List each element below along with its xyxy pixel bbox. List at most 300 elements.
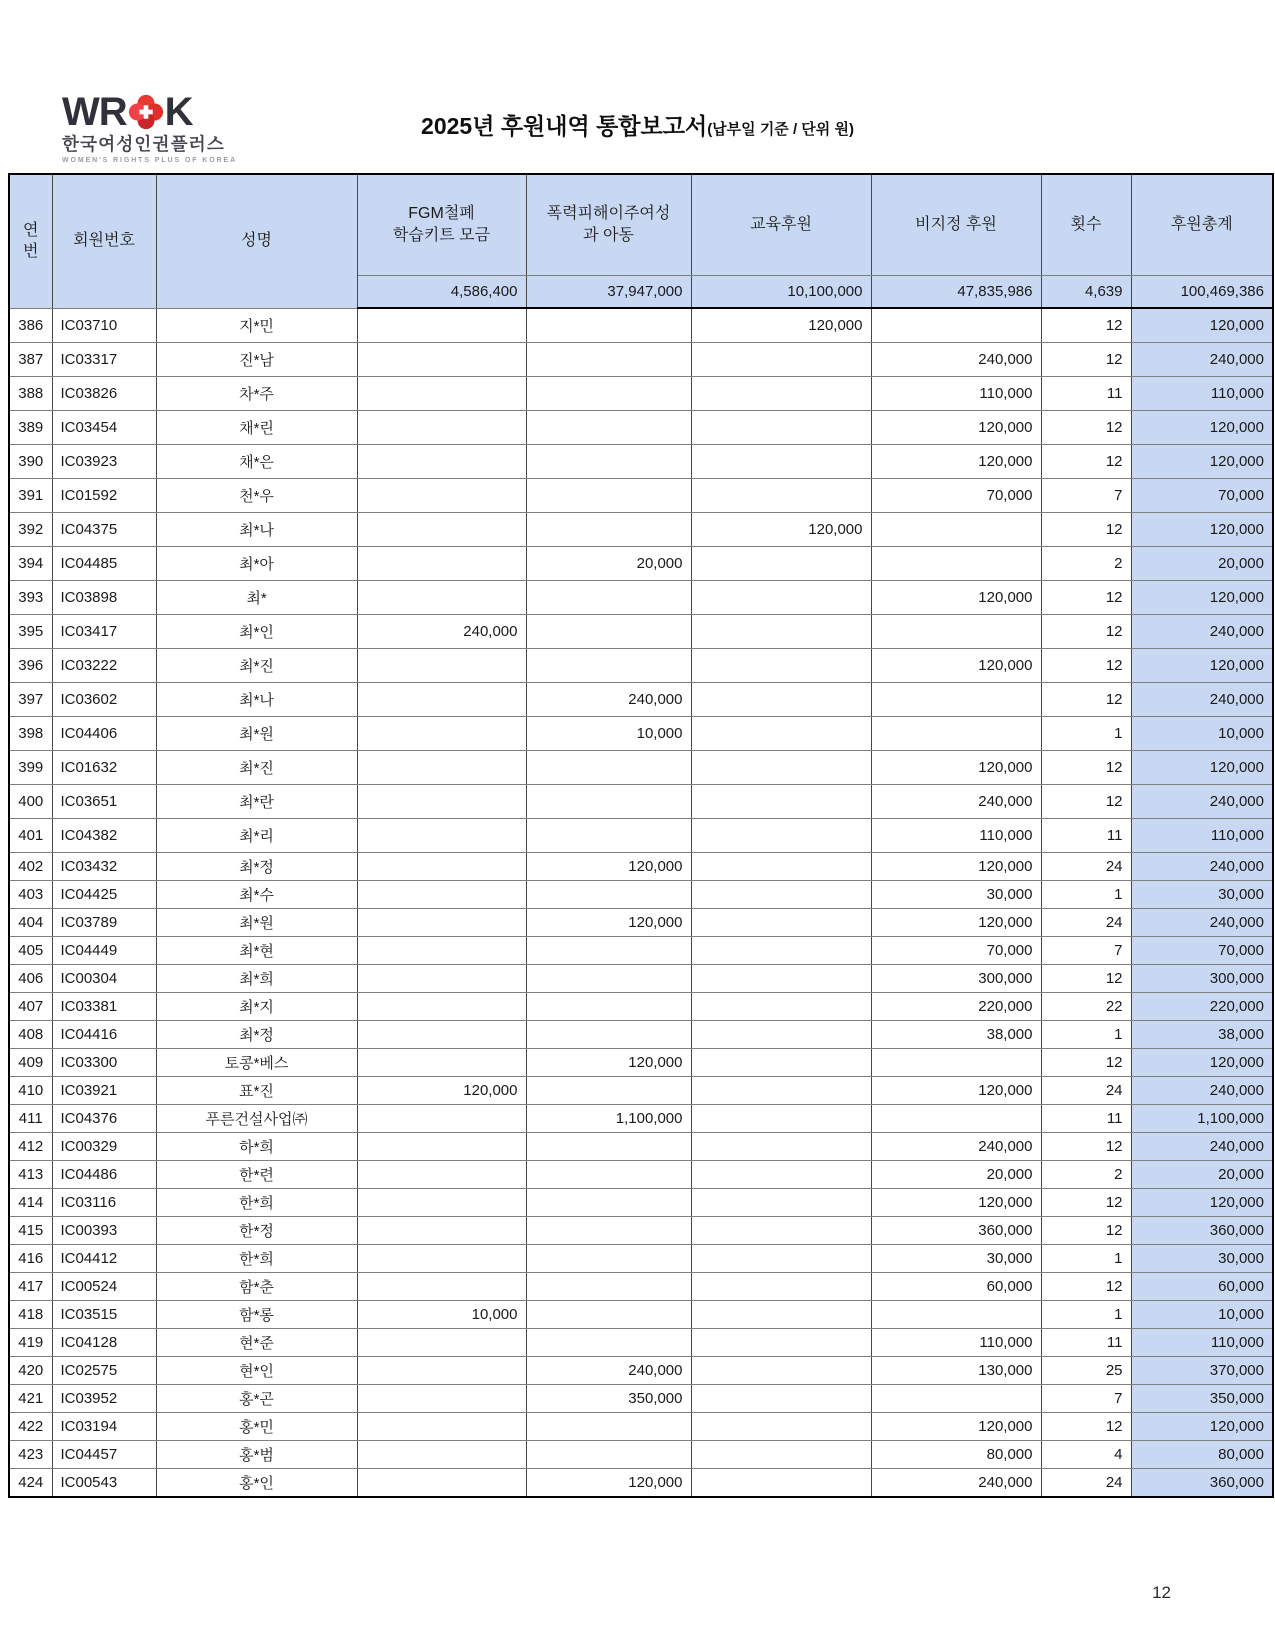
- row-number-cell: 403: [9, 881, 52, 909]
- count-cell: 2: [1041, 547, 1131, 581]
- column-header: 횟수: [1041, 174, 1131, 276]
- undesignated-amount-cell: [871, 683, 1041, 717]
- column-header: 교육후원: [691, 174, 871, 276]
- count-cell: 24: [1041, 1469, 1131, 1498]
- fgm-amount-cell: [357, 581, 526, 615]
- row-number-cell: 409: [9, 1049, 52, 1077]
- fgm-amount-cell: [357, 683, 526, 717]
- row-number-cell: 395: [9, 615, 52, 649]
- education-support-amount-cell: [691, 479, 871, 513]
- member-name-cell: 최*리: [156, 819, 357, 853]
- undesignated-amount-cell: 120,000: [871, 1189, 1041, 1217]
- fgm-amount-cell: [357, 1385, 526, 1413]
- count-cell: 22: [1041, 993, 1131, 1021]
- subtotal-cell: 10,100,000: [691, 276, 871, 309]
- count-cell: 11: [1041, 1105, 1131, 1133]
- logo-wordmark-prefix: WR: [62, 90, 127, 134]
- member-id-cell: IC00329: [52, 1133, 156, 1161]
- table-row: [9, 1217, 1273, 1245]
- member-name-cell: 최*현: [156, 937, 357, 965]
- member-name-cell: 최*나: [156, 683, 357, 717]
- total-amount-cell: 240,000: [1131, 683, 1273, 717]
- row-number-cell: 418: [9, 1301, 52, 1329]
- row-number-cell: 416: [9, 1245, 52, 1273]
- page-title-main: 2025년 후원내역 통합보고서: [421, 113, 708, 139]
- undesignated-amount-cell: 120,000: [871, 581, 1041, 615]
- page-number: 12: [1152, 1583, 1171, 1602]
- member-id-cell: IC04425: [52, 881, 156, 909]
- total-amount-cell: 70,000: [1131, 479, 1273, 513]
- violence-support-amount-cell: [526, 1189, 691, 1217]
- undesignated-amount-cell: 30,000: [871, 881, 1041, 909]
- violence-support-amount-cell: 240,000: [526, 1357, 691, 1385]
- member-id-cell: IC03194: [52, 1413, 156, 1441]
- education-support-amount-cell: 120,000: [691, 513, 871, 547]
- row-number-cell: 417: [9, 1273, 52, 1301]
- column-header: 비지정 후원: [871, 174, 1041, 276]
- member-name-cell: 최*정: [156, 853, 357, 881]
- row-number-cell: 387: [9, 343, 52, 377]
- row-number-cell: 401: [9, 819, 52, 853]
- count-cell: 12: [1041, 615, 1131, 649]
- education-support-amount-cell: [691, 343, 871, 377]
- member-name-cell: 한*련: [156, 1161, 357, 1189]
- count-cell: 11: [1041, 1329, 1131, 1357]
- member-name-cell: 채*린: [156, 411, 357, 445]
- count-cell: 12: [1041, 751, 1131, 785]
- count-cell: 25: [1041, 1357, 1131, 1385]
- row-number-cell: 390: [9, 445, 52, 479]
- table-row: [9, 411, 1273, 445]
- member-id-cell: IC03602: [52, 683, 156, 717]
- undesignated-amount-cell: 120,000: [871, 853, 1041, 881]
- row-number-cell: 411: [9, 1105, 52, 1133]
- undesignated-amount-cell: [871, 1385, 1041, 1413]
- undesignated-amount-cell: 120,000: [871, 411, 1041, 445]
- undesignated-amount-cell: 110,000: [871, 819, 1041, 853]
- fgm-amount-cell: [357, 513, 526, 547]
- education-support-amount-cell: [691, 1105, 871, 1133]
- undesignated-amount-cell: 360,000: [871, 1217, 1041, 1245]
- total-amount-cell: 120,000: [1131, 1413, 1273, 1441]
- table-row: [9, 965, 1273, 993]
- count-cell: 12: [1041, 683, 1131, 717]
- count-cell: 24: [1041, 909, 1131, 937]
- table-row: [9, 1049, 1273, 1077]
- fgm-amount-cell: [357, 751, 526, 785]
- member-name-cell: 토콩*베스: [156, 1049, 357, 1077]
- violence-support-amount-cell: [526, 1161, 691, 1189]
- member-name-cell: 최*수: [156, 881, 357, 909]
- count-cell: 1: [1041, 881, 1131, 909]
- undesignated-amount-cell: [871, 1105, 1041, 1133]
- violence-support-amount-cell: [526, 479, 691, 513]
- violence-support-amount-cell: [526, 377, 691, 411]
- total-amount-cell: 30,000: [1131, 1245, 1273, 1273]
- education-support-amount-cell: [691, 909, 871, 937]
- table-row: [9, 1357, 1273, 1385]
- member-id-cell: IC03300: [52, 1049, 156, 1077]
- table-row: [9, 937, 1273, 965]
- table-row: [9, 1077, 1273, 1105]
- table-row: [9, 513, 1273, 547]
- count-cell: 12: [1041, 785, 1131, 819]
- table-row: [9, 1161, 1273, 1189]
- column-header: 연번: [9, 174, 52, 308]
- undesignated-amount-cell: [871, 1049, 1041, 1077]
- violence-support-amount-cell: [526, 1245, 691, 1273]
- education-support-amount-cell: [691, 615, 871, 649]
- member-name-cell: 최*정: [156, 1021, 357, 1049]
- fgm-amount-cell: [357, 819, 526, 853]
- member-id-cell: IC04376: [52, 1105, 156, 1133]
- member-name-cell: 채*은: [156, 445, 357, 479]
- undesignated-amount-cell: 240,000: [871, 785, 1041, 819]
- table-row: [9, 853, 1273, 881]
- education-support-amount-cell: [691, 1077, 871, 1105]
- education-support-amount-cell: [691, 1301, 871, 1329]
- donation-table: [8, 173, 1274, 1498]
- count-cell: 7: [1041, 1385, 1131, 1413]
- row-number-cell: 396: [9, 649, 52, 683]
- member-id-cell: IC04416: [52, 1021, 156, 1049]
- member-id-cell: IC04128: [52, 1329, 156, 1357]
- education-support-amount-cell: [691, 377, 871, 411]
- count-cell: 12: [1041, 1217, 1131, 1245]
- logo-english-name: WOMEN'S RIGHTS PLUS OF KOREA: [62, 157, 238, 165]
- member-name-cell: 홍*곤: [156, 1385, 357, 1413]
- total-amount-cell: 240,000: [1131, 909, 1273, 937]
- total-amount-cell: 20,000: [1131, 547, 1273, 581]
- undesignated-amount-cell: 38,000: [871, 1021, 1041, 1049]
- table-row: [9, 1245, 1273, 1273]
- total-amount-cell: 120,000: [1131, 308, 1273, 343]
- row-number-cell: 424: [9, 1469, 52, 1498]
- table-row: [9, 1301, 1273, 1329]
- member-id-cell: IC03432: [52, 853, 156, 881]
- fgm-amount-cell: [357, 377, 526, 411]
- undesignated-amount-cell: 120,000: [871, 649, 1041, 683]
- education-support-amount-cell: [691, 965, 871, 993]
- row-number-cell: 407: [9, 993, 52, 1021]
- violence-support-amount-cell: [526, 1273, 691, 1301]
- table-row: [9, 547, 1273, 581]
- total-amount-cell: 360,000: [1131, 1217, 1273, 1245]
- table-row: [9, 1385, 1273, 1413]
- member-name-cell: 현*인: [156, 1357, 357, 1385]
- violence-support-amount-cell: 20,000: [526, 547, 691, 581]
- member-id-cell: IC02575: [52, 1357, 156, 1385]
- subtotal-cell: 47,835,986: [871, 276, 1041, 309]
- total-amount-cell: 10,000: [1131, 1301, 1273, 1329]
- member-name-cell: 홍*인: [156, 1469, 357, 1498]
- violence-support-amount-cell: 240,000: [526, 683, 691, 717]
- total-amount-cell: 120,000: [1131, 581, 1273, 615]
- fgm-amount-cell: [357, 1105, 526, 1133]
- total-amount-cell: 110,000: [1131, 1329, 1273, 1357]
- fgm-amount-cell: [357, 1469, 526, 1498]
- violence-support-amount-cell: [526, 785, 691, 819]
- education-support-amount-cell: [691, 1413, 871, 1441]
- member-name-cell: 한*희: [156, 1245, 357, 1273]
- education-support-amount-cell: [691, 1245, 871, 1273]
- education-support-amount-cell: [691, 1441, 871, 1469]
- logo-wordmark-suffix: K: [164, 90, 193, 134]
- row-number-cell: 400: [9, 785, 52, 819]
- undesignated-amount-cell: 70,000: [871, 479, 1041, 513]
- violence-support-amount-cell: 120,000: [526, 853, 691, 881]
- count-cell: 1: [1041, 717, 1131, 751]
- count-cell: 11: [1041, 819, 1131, 853]
- fgm-amount-cell: [357, 717, 526, 751]
- row-number-cell: 397: [9, 683, 52, 717]
- count-cell: 24: [1041, 1077, 1131, 1105]
- member-id-cell: IC03317: [52, 343, 156, 377]
- fgm-amount-cell: [357, 411, 526, 445]
- row-number-cell: 389: [9, 411, 52, 445]
- education-support-amount-cell: [691, 1357, 871, 1385]
- row-number-cell: 422: [9, 1413, 52, 1441]
- total-amount-cell: 120,000: [1131, 751, 1273, 785]
- member-name-cell: 차*주: [156, 377, 357, 411]
- member-id-cell: IC03454: [52, 411, 156, 445]
- row-number-cell: 399: [9, 751, 52, 785]
- member-name-cell: 최*지: [156, 993, 357, 1021]
- education-support-amount-cell: [691, 751, 871, 785]
- fgm-amount-cell: [357, 1245, 526, 1273]
- count-cell: 12: [1041, 1413, 1131, 1441]
- count-cell: 1: [1041, 1021, 1131, 1049]
- education-support-amount-cell: [691, 649, 871, 683]
- total-amount-cell: 240,000: [1131, 785, 1273, 819]
- logo-korean-name: 한국여성인권플러스: [62, 134, 225, 154]
- total-amount-cell: 120,000: [1131, 411, 1273, 445]
- undesignated-amount-cell: 80,000: [871, 1441, 1041, 1469]
- member-id-cell: IC03923: [52, 445, 156, 479]
- row-number-cell: 415: [9, 1217, 52, 1245]
- table-row: [9, 479, 1273, 513]
- total-amount-cell: 240,000: [1131, 343, 1273, 377]
- fgm-amount-cell: [357, 1413, 526, 1441]
- education-support-amount-cell: [691, 581, 871, 615]
- count-cell: 12: [1041, 308, 1131, 343]
- row-number-cell: 394: [9, 547, 52, 581]
- education-support-amount-cell: [691, 1273, 871, 1301]
- donation-table-body: [9, 308, 1273, 1497]
- education-support-amount-cell: [691, 1469, 871, 1498]
- row-number-cell: 392: [9, 513, 52, 547]
- total-amount-cell: 10,000: [1131, 717, 1273, 751]
- member-id-cell: IC03651: [52, 785, 156, 819]
- row-number-cell: 414: [9, 1189, 52, 1217]
- education-support-amount-cell: [691, 1133, 871, 1161]
- table-row: [9, 909, 1273, 937]
- table-row: [9, 1105, 1273, 1133]
- total-amount-cell: 120,000: [1131, 1049, 1273, 1077]
- row-number-cell: 423: [9, 1441, 52, 1469]
- fgm-amount-cell: [357, 1357, 526, 1385]
- row-number-cell: 393: [9, 581, 52, 615]
- undesignated-amount-cell: [871, 615, 1041, 649]
- member-name-cell: 최*란: [156, 785, 357, 819]
- row-number-cell: 408: [9, 1021, 52, 1049]
- fgm-amount-cell: [357, 308, 526, 343]
- undesignated-amount-cell: [871, 547, 1041, 581]
- row-number-cell: 420: [9, 1357, 52, 1385]
- fgm-amount-cell: [357, 547, 526, 581]
- fgm-amount-cell: [357, 1217, 526, 1245]
- total-amount-cell: 370,000: [1131, 1357, 1273, 1385]
- total-amount-cell: 360,000: [1131, 1469, 1273, 1498]
- member-id-cell: IC00393: [52, 1217, 156, 1245]
- total-amount-cell: 38,000: [1131, 1021, 1273, 1049]
- education-support-amount-cell: [691, 1049, 871, 1077]
- count-cell: 12: [1041, 581, 1131, 615]
- member-name-cell: 한*희: [156, 1189, 357, 1217]
- donation-table-header: [9, 174, 1273, 308]
- violence-support-amount-cell: 1,100,000: [526, 1105, 691, 1133]
- violence-support-amount-cell: [526, 965, 691, 993]
- violence-support-amount-cell: [526, 649, 691, 683]
- education-support-amount-cell: [691, 411, 871, 445]
- undesignated-amount-cell: 30,000: [871, 1245, 1041, 1273]
- undesignated-amount-cell: 120,000: [871, 1077, 1041, 1105]
- fgm-amount-cell: [357, 1441, 526, 1469]
- row-number-cell: 419: [9, 1329, 52, 1357]
- education-support-amount-cell: [691, 547, 871, 581]
- row-number-cell: 406: [9, 965, 52, 993]
- undesignated-amount-cell: 120,000: [871, 751, 1041, 785]
- member-name-cell: 표*진: [156, 1077, 357, 1105]
- violence-support-amount-cell: 10,000: [526, 717, 691, 751]
- count-cell: 11: [1041, 377, 1131, 411]
- member-name-cell: 지*민: [156, 308, 357, 343]
- undesignated-amount-cell: 20,000: [871, 1161, 1041, 1189]
- education-support-amount-cell: 120,000: [691, 308, 871, 343]
- violence-support-amount-cell: [526, 1413, 691, 1441]
- count-cell: 12: [1041, 1189, 1131, 1217]
- fgm-amount-cell: [357, 1161, 526, 1189]
- fgm-amount-cell: [357, 937, 526, 965]
- violence-support-amount-cell: [526, 1077, 691, 1105]
- count-cell: 12: [1041, 1133, 1131, 1161]
- row-number-cell: 413: [9, 1161, 52, 1189]
- fgm-amount-cell: 10,000: [357, 1301, 526, 1329]
- member-id-cell: IC04486: [52, 1161, 156, 1189]
- table-row: [9, 1133, 1273, 1161]
- violence-support-amount-cell: 120,000: [526, 909, 691, 937]
- count-cell: 12: [1041, 649, 1131, 683]
- total-amount-cell: 80,000: [1131, 1441, 1273, 1469]
- member-id-cell: IC03789: [52, 909, 156, 937]
- education-support-amount-cell: [691, 1021, 871, 1049]
- fgm-amount-cell: [357, 965, 526, 993]
- violence-support-amount-cell: [526, 1217, 691, 1245]
- count-cell: 24: [1041, 853, 1131, 881]
- fgm-amount-cell: [357, 909, 526, 937]
- undesignated-amount-cell: 120,000: [871, 1413, 1041, 1441]
- member-id-cell: IC03921: [52, 1077, 156, 1105]
- fgm-amount-cell: [357, 1189, 526, 1217]
- member-name-cell: 홍*민: [156, 1413, 357, 1441]
- member-id-cell: IC03710: [52, 308, 156, 343]
- fgm-amount-cell: 240,000: [357, 615, 526, 649]
- education-support-amount-cell: [691, 785, 871, 819]
- column-header: 폭력피해이주여성 과 아동: [526, 174, 691, 276]
- violence-support-amount-cell: [526, 819, 691, 853]
- count-cell: 12: [1041, 445, 1131, 479]
- education-support-amount-cell: [691, 1385, 871, 1413]
- fgm-amount-cell: [357, 445, 526, 479]
- member-name-cell: 함*롱: [156, 1301, 357, 1329]
- undesignated-amount-cell: 120,000: [871, 445, 1041, 479]
- undesignated-amount-cell: 120,000: [871, 909, 1041, 937]
- total-amount-cell: 120,000: [1131, 513, 1273, 547]
- violence-support-amount-cell: [526, 513, 691, 547]
- header-label-row: [9, 174, 1273, 276]
- member-id-cell: IC00304: [52, 965, 156, 993]
- fgm-amount-cell: [357, 881, 526, 909]
- count-cell: 7: [1041, 937, 1131, 965]
- subtotal-cell: 4,639: [1041, 276, 1131, 309]
- member-id-cell: IC03515: [52, 1301, 156, 1329]
- table-row: [9, 683, 1273, 717]
- column-header: 성명: [156, 174, 357, 308]
- member-name-cell: 현*준: [156, 1329, 357, 1357]
- count-cell: 7: [1041, 479, 1131, 513]
- total-amount-cell: 120,000: [1131, 445, 1273, 479]
- education-support-amount-cell: [691, 1329, 871, 1357]
- table-row: [9, 1189, 1273, 1217]
- total-amount-cell: 240,000: [1131, 615, 1273, 649]
- violence-support-amount-cell: [526, 937, 691, 965]
- undesignated-amount-cell: [871, 308, 1041, 343]
- violence-support-amount-cell: [526, 881, 691, 909]
- education-support-amount-cell: [691, 993, 871, 1021]
- table-row: [9, 1413, 1273, 1441]
- member-id-cell: IC03826: [52, 377, 156, 411]
- education-support-amount-cell: [691, 853, 871, 881]
- education-support-amount-cell: [691, 445, 871, 479]
- undesignated-amount-cell: 240,000: [871, 343, 1041, 377]
- row-number-cell: 421: [9, 1385, 52, 1413]
- member-id-cell: IC01632: [52, 751, 156, 785]
- member-id-cell: IC03417: [52, 615, 156, 649]
- row-number-cell: 410: [9, 1077, 52, 1105]
- count-cell: 2: [1041, 1161, 1131, 1189]
- table-row: [9, 1329, 1273, 1357]
- education-support-amount-cell: [691, 683, 871, 717]
- page-title: [0, 108, 1275, 141]
- violence-support-amount-cell: [526, 1133, 691, 1161]
- member-name-cell: 한*정: [156, 1217, 357, 1245]
- undesignated-amount-cell: [871, 1301, 1041, 1329]
- table-row: [9, 993, 1273, 1021]
- fgm-amount-cell: [357, 1021, 526, 1049]
- row-number-cell: 391: [9, 479, 52, 513]
- member-id-cell: IC01592: [52, 479, 156, 513]
- count-cell: 1: [1041, 1245, 1131, 1273]
- fgm-amount-cell: [357, 785, 526, 819]
- member-id-cell: IC03952: [52, 1385, 156, 1413]
- education-support-amount-cell: [691, 1189, 871, 1217]
- table-row: [9, 343, 1273, 377]
- violence-support-amount-cell: [526, 411, 691, 445]
- row-number-cell: 404: [9, 909, 52, 937]
- table-row: [9, 581, 1273, 615]
- violence-support-amount-cell: [526, 581, 691, 615]
- member-id-cell: IC03898: [52, 581, 156, 615]
